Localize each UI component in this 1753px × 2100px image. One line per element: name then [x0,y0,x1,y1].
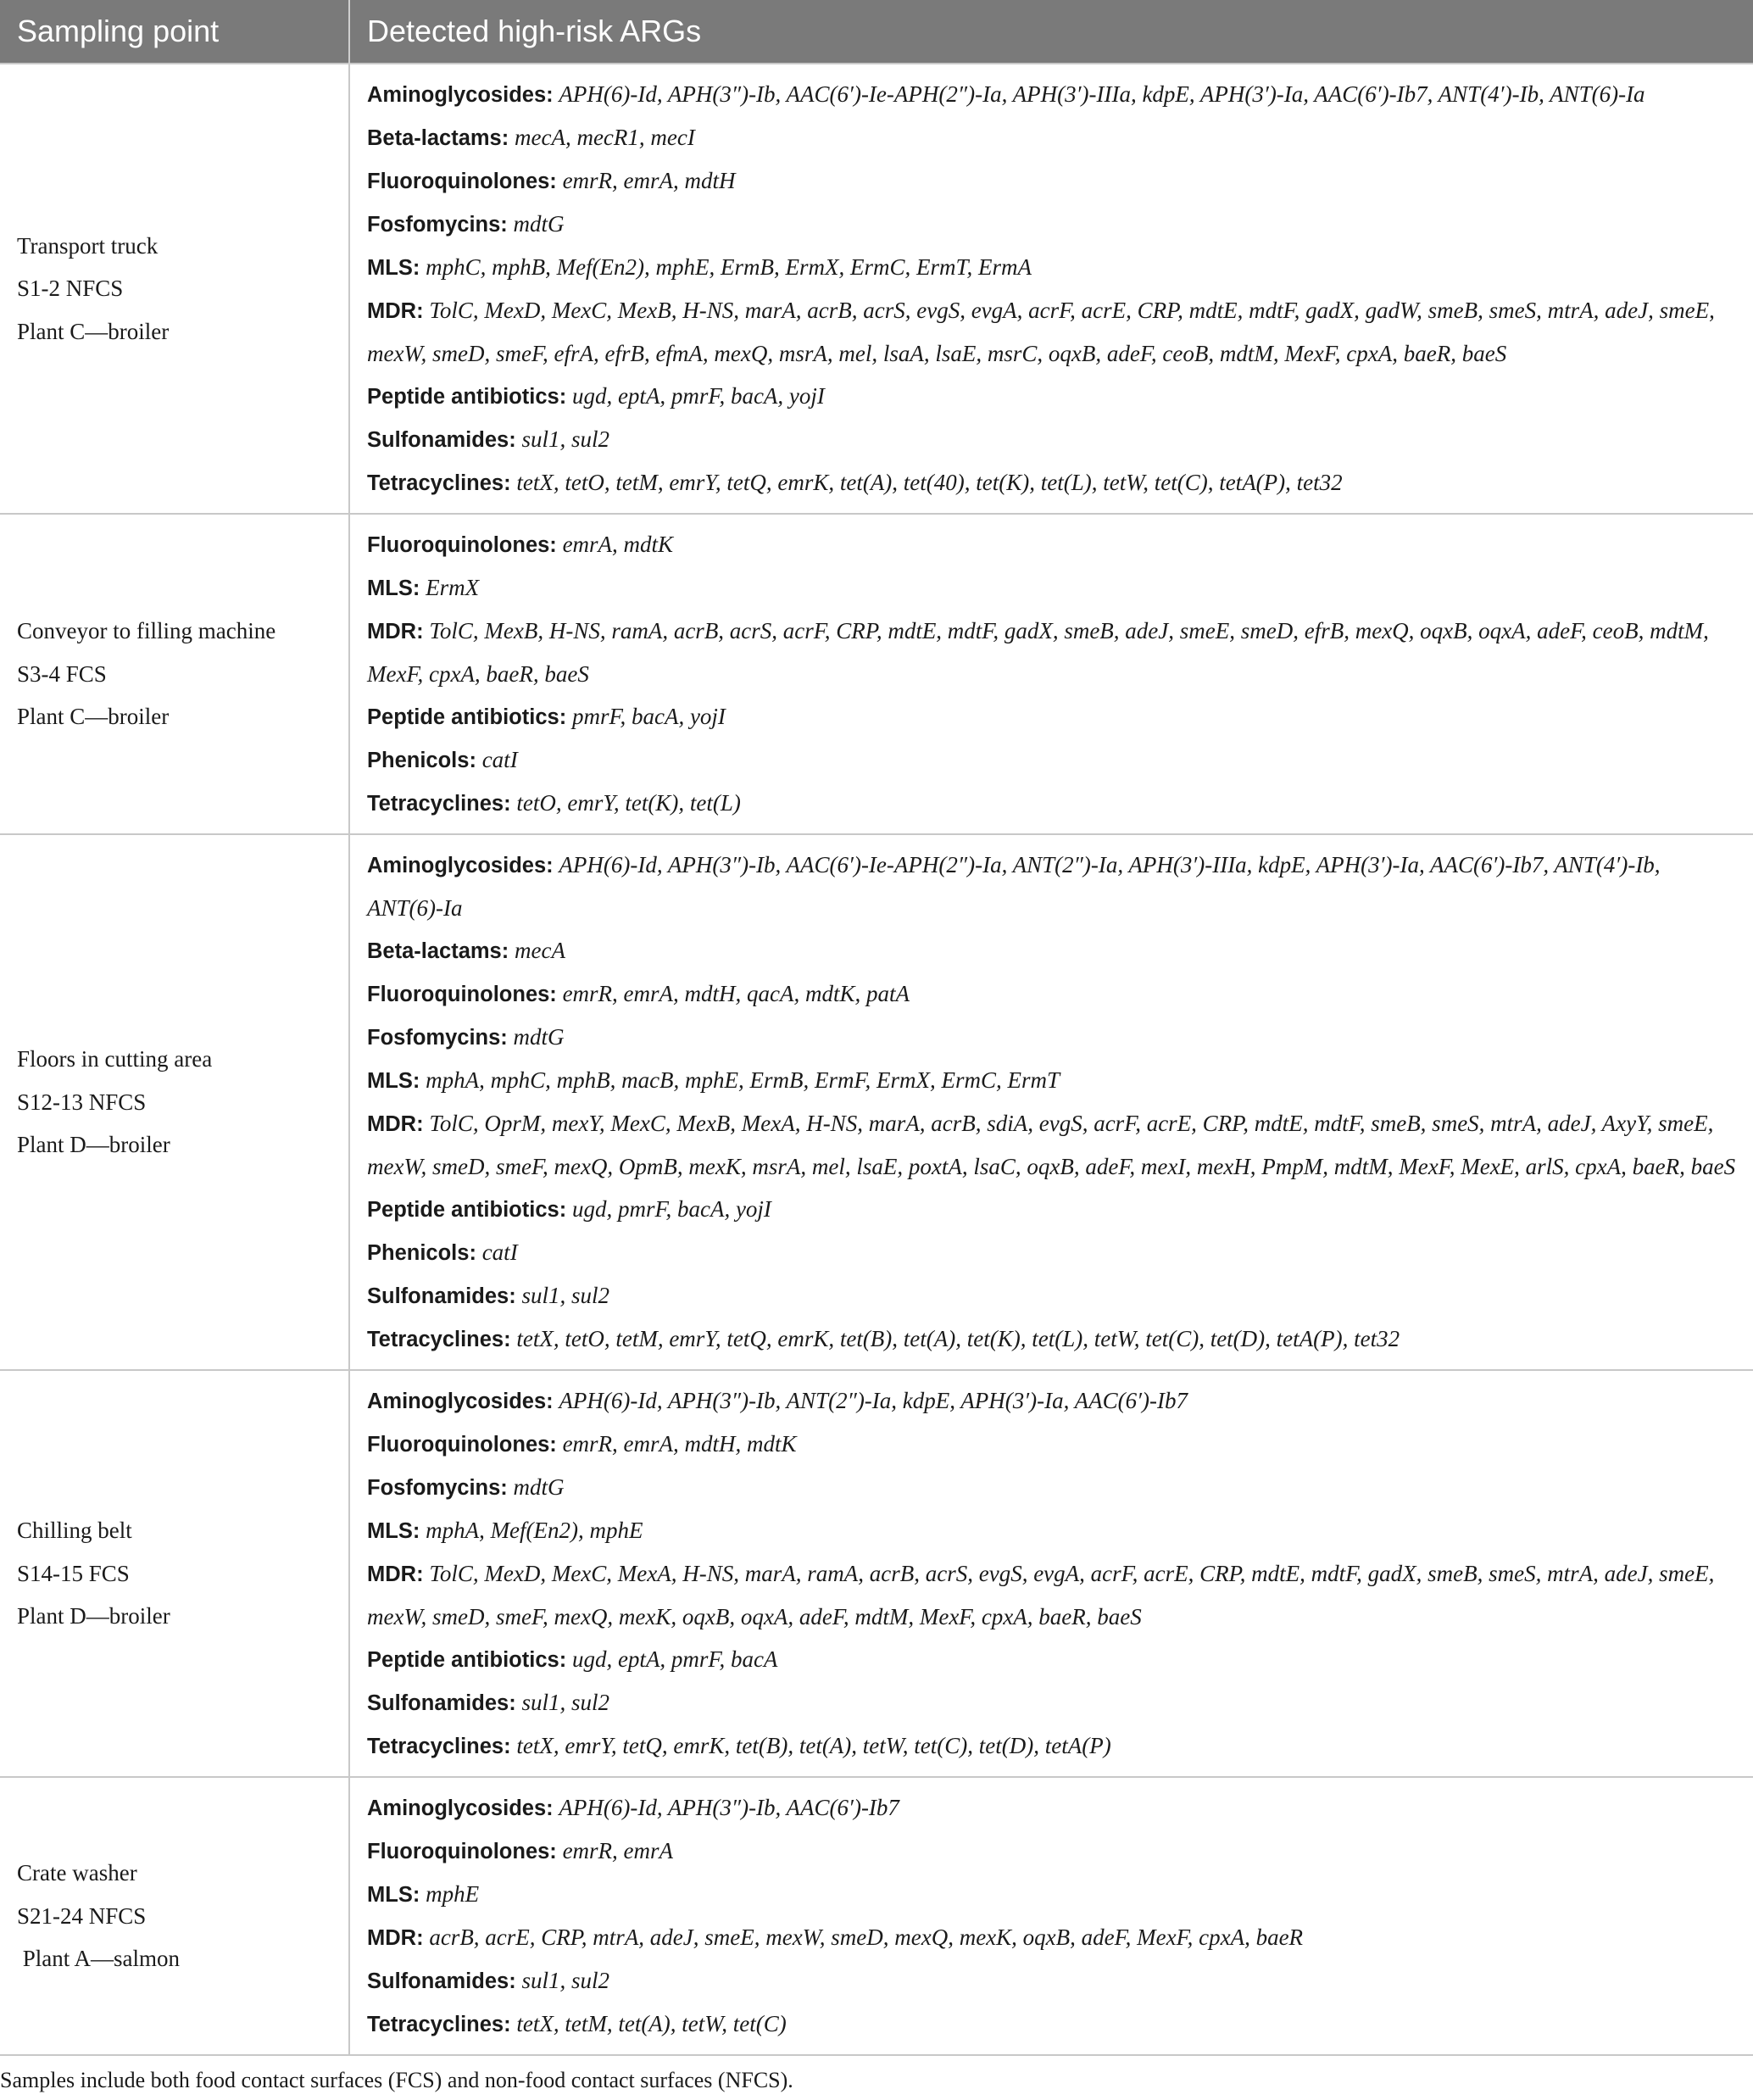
arg-category-line [367,782,1739,825]
arg-category-name: MLS: [367,1519,420,1543]
arg-category-line [367,695,1739,738]
arg-category-name: Beta-lactams: [367,126,509,150]
arg-category-name: Fluoroquinolones: [367,983,557,1006]
arg-category-name: Sulfonamides: [367,1284,516,1308]
arg-gene-list: mphA, Mef(En2), mphE [426,1518,643,1543]
arg-category-line [367,418,1739,461]
arg-category-name: Phenicols: [367,1241,476,1265]
sampling-point-cell [0,834,349,1370]
arg-category-name: Aminoglycosides: [367,83,554,107]
table-row [0,1777,1753,2055]
sampling-point-line: Plant D—broiler [17,1603,170,1629]
arg-category-line [367,1786,1739,1830]
arg-category-line [367,159,1739,203]
arg-gene-list: emrR, emrA [562,1838,674,1863]
arg-category-line [367,73,1739,116]
arg-category-line [367,461,1739,504]
sampling-point-line: Plant A—salmon [17,1946,181,1972]
table-row [0,1370,1753,1777]
table-row [0,834,1753,1370]
sampling-point-line: Transport truck [17,232,159,259]
arg-gene-list: TolC, MexD, MexC, MexB, H-NS, marA, acrB, acrS, evgS, evgA, acrF, acrE, CRP, mdtE, mdtF, gadX, gadW, smeB, smeS, mtrA, adeJ, smeE, mexW, smeD, smeF, efrA, efrB, efmA, mexQ, msrA, mel, lsaA, lsaE, msrC, oqxB, adeF, ceoB, mdtM, MexF, cpxA, baeR, baeS [367,298,1715,366]
arg-category-line [367,1681,1739,1724]
arg-category-name: Fluoroquinolones: [367,1840,557,1863]
sampling-point-line: S21-24 NFCS [17,1902,147,1929]
arg-category-line [367,844,1739,929]
arg-gene-list: sul1, sul2 [521,426,609,452]
arg-category-line [367,375,1739,418]
arg-gene-list: TolC, OprM, mexY, MexC, MexB, MexA, H-NS, marA, acrB, sdiA, evgS, acrF, acrE, CRP, mdtE, mdtF, smeB, smeS, mtrA, adeJ, AxyY, smeE, mexW, smeD, smeF, mexQ, OpmB, mexK, msrA, mel, lsaE, poxtA, lsaC, oqxB, adeF, mexI, mexH, PmpM, mdtM, MexF, MexE, arlS, cpxA, baeR, baeS [367,1111,1736,1179]
arg-category-line [367,1231,1739,1274]
arg-category-name: MDR: [367,1112,424,1136]
arg-category-name: Peptide antibiotics: [367,1648,567,1672]
arg-gene-list: sul1, sul2 [521,1690,609,1715]
arg-category-name: Sulfonamides: [367,1969,516,1993]
arg-category-name: Fluoroquinolones: [367,533,557,557]
header-detected-args: Detected high-risk ARGs [349,0,1753,64]
arg-category-line [367,1379,1739,1423]
arg-gene-list: mphA, mphC, mphB, macB, mphE, ErmB, ErmF, ErmX, ErmC, ErmT [426,1067,1060,1093]
arg-category-name: MDR: [367,620,424,643]
arg-gene-list: sul1, sul2 [521,1968,609,1993]
arg-category-name: Peptide antibiotics: [367,1198,567,1222]
arg-category-line [367,1016,1739,1059]
arg-category-line [367,523,1739,566]
arg-gene-list: acrB, acrE, CRP, mtrA, adeJ, smeE, mexW, smeD, mexQ, mexK, oqxB, adeF, MexF, cpxA, baeR [429,1925,1304,1950]
sampling-point-cell [0,1777,349,2055]
detected-args-cell [349,64,1753,514]
sampling-point-line: Crate washer [17,1860,137,1886]
sampling-point-line: S3-4 FCS [17,660,107,687]
arg-category-line [367,1724,1739,1768]
arg-category-line [367,972,1739,1016]
sampling-point-line: Plant D—broiler [17,1132,170,1158]
arg-gene-list: ErmX [426,575,480,600]
arg-gene-list: tetX, emrY, tetQ, emrK, tet(B), tet(A), tetW, tet(C), tet(D), tetA(P) [516,1733,1111,1758]
arg-gene-list: catI [481,1239,518,1265]
arg-category-line [367,610,1739,695]
arg-gene-list: mdtG [513,1474,565,1500]
arg-category-line [367,2003,1739,2046]
arg-gene-list: mecA [514,938,565,963]
arg-category-name: Tetracyclines: [367,471,511,495]
arg-gene-list: emrR, emrA, mdtH [562,168,736,193]
sampling-point-line: Plant C—broiler [17,704,170,730]
arg-gene-list: catI [481,747,518,772]
arg-category-line [367,738,1739,782]
sampling-point-line: Chilling belt [17,1518,132,1544]
arg-gene-list: sul1, sul2 [521,1283,609,1308]
table-header-row [0,0,1753,64]
arg-gene-list: tetX, tetM, tet(A), tetW, tet(C) [516,2011,787,2036]
arg-category-line [367,246,1739,289]
arg-gene-list: pmrF, bacA, yojI [571,704,726,729]
arg-category-name: Fluoroquinolones: [367,170,557,193]
arg-category-line [367,566,1739,610]
arg-gene-list: APH(6)-Id, APH(3″)-Ib, AAC(6′)-Ie-APH(2″)-Ia, APH(3′)-IIIa, kdpE, APH(3′)-Ia, AAC(6′)-Ib7, ANT(4′)-Ib, ANT(6)-Ia [559,81,1645,107]
table-row [0,514,1753,834]
arg-category-name: MLS: [367,1883,420,1907]
sampling-point-line: S12-13 NFCS [17,1089,147,1115]
table-footnote: Samples include both food contact surfaces (FCS) and non-food contact surfaces (NFCS). [0,2068,793,2092]
arg-gene-list: ugd, eptA, pmrF, bacA [571,1646,778,1672]
arg-category-name: MLS: [367,256,420,280]
sampling-point-line: Floors in cutting area [17,1046,213,1072]
arg-gene-list: mdtG [513,211,565,237]
arg-gene-list: ugd, pmrF, bacA, yojI [571,1196,771,1222]
table-row [0,64,1753,514]
arg-category-name: Peptide antibiotics: [367,385,567,409]
arg-category-name: Fluoroquinolones: [367,1433,557,1457]
detected-args-cell [349,1777,1753,2055]
arg-gene-list: APH(6)-Id, APH(3″)-Ib, ANT(2″)-Ia, kdpE, APH(3′)-Ia, AAC(6′)-Ib7 [559,1388,1188,1413]
sampling-point-line: Plant C—broiler [17,318,170,344]
arg-category-name: MDR: [367,1926,424,1950]
arg-category-line [367,1830,1739,1873]
arg-category-line [367,1873,1739,1916]
arg-gene-list: mdtG [513,1024,565,1050]
arg-category-name: MDR: [367,1562,424,1586]
sampling-point-cell [0,64,349,514]
arg-category-line [367,1959,1739,2003]
arg-category-line [367,116,1739,159]
arg-gene-list: emrA, mdtK [562,532,674,557]
arg-category-line [367,1916,1739,1959]
arg-gene-list: emrR, emrA, mdtH, qacA, mdtK, patA [562,981,910,1006]
sampling-point-cell [0,1370,349,1777]
arg-gene-list: APH(6)-Id, APH(3″)-Ib, AAC(6′)-Ie-APH(2″)-Ia, ANT(2″)-Ia, APH(3′)-IIIa, kdpE, APH(3′)-Ia, AAC(6′)-Ib7, ANT(4′)-Ib, ANT(6)-Ia [367,852,1661,921]
detected-args-cell [349,1370,1753,1777]
arg-category-name: Fosfomycins: [367,1476,508,1500]
detected-args-cell [349,514,1753,834]
arg-gene-list: mphE [426,1881,480,1907]
arg-category-name: Peptide antibiotics: [367,705,567,729]
arg-gene-list: tetX, tetO, tetM, emrY, tetQ, emrK, tet(B), tet(A), tet(K), tet(L), tetW, tet(C), tet(D), tetA(P), tet32 [516,1326,1400,1351]
arg-category-name: Phenicols: [367,749,476,772]
arg-category-line [367,1059,1739,1102]
sampling-point-line: S1-2 NFCS [17,276,124,302]
arg-category-line [367,289,1739,375]
arg-category-name: MDR: [367,299,424,323]
arg-gene-list: tetO, emrY, tet(K), tet(L) [516,790,741,816]
sampling-point-line: S14-15 FCS [17,1560,130,1586]
arg-category-name: Tetracyclines: [367,1735,511,1758]
arg-category-name: Aminoglycosides: [367,1390,554,1413]
arg-category-line [367,1552,1739,1638]
arg-category-line [367,929,1739,972]
arg-category-name: Beta-lactams: [367,939,509,963]
arg-category-name: Tetracyclines: [367,1328,511,1351]
arg-category-name: Sulfonamides: [367,428,516,452]
arg-category-name: Fosfomycins: [367,213,508,237]
arg-category-line [367,1317,1739,1361]
arg-category-name: Aminoglycosides: [367,854,554,877]
sampling-point-cell [0,514,349,834]
detected-args-cell [349,834,1753,1370]
arg-gene-list: TolC, MexB, H-NS, ramA, acrB, acrS, acrF, CRP, mdtE, mdtF, gadX, smeB, adeJ, smeE, smeD, efrB, mexQ, oqxB, oqxA, adeF, ceoB, mdtM, MexF, cpxA, baeR, baeS [367,618,1709,687]
arg-category-name: Tetracyclines: [367,2013,511,2036]
arg-category-name: Sulfonamides: [367,1691,516,1715]
arg-category-line [367,1102,1739,1188]
arg-category-line [367,1423,1739,1466]
arg-gene-list: TolC, MexD, MexC, MexA, H-NS, marA, ramA, acrB, acrS, evgS, evgA, acrF, acrE, CRP, mdtE, mdtF, gadX, smeB, smeS, mtrA, adeJ, smeE, mexW, smeD, smeF, mexQ, mexK, oqxB, oqxA, adeF, mdtM, MexF, cpxA, baeR, baeS [367,1561,1715,1629]
sampling-point-line: Conveyor to filling machine [17,618,276,644]
arg-gene-list: emrR, emrA, mdtH, mdtK [562,1431,797,1457]
header-sampling-point: Sampling point [0,0,349,64]
arg-category-line [367,1638,1739,1681]
arg-category-name: Aminoglycosides: [367,1796,554,1820]
arg-category-line [367,1188,1739,1231]
arg-category-line [367,203,1739,246]
arg-gene-list: mecA, mecR1, mecI [514,125,695,150]
arg-category-name: MLS: [367,577,420,600]
arg-gene-list: tetX, tetO, tetM, emrY, tetQ, emrK, tet(A), tet(40), tet(K), tet(L), tetW, tet(C), tetA(P), tet32 [516,470,1343,495]
arg-gene-list: mphC, mphB, Mef(En2), mphE, ErmB, ErmX, ErmC, ErmT, ErmA [426,254,1032,280]
arg-category-name: MLS: [367,1069,420,1093]
arg-category-line [367,1274,1739,1317]
arg-category-line [367,1466,1739,1509]
arg-category-name: Fosfomycins: [367,1026,508,1050]
arg-gene-list: ugd, eptA, pmrF, bacA, yojI [571,383,825,409]
arg-gene-list: APH(6)-Id, APH(3″)-Ib, AAC(6′)-Ib7 [559,1795,899,1820]
table-body [0,64,1753,2055]
arg-category-name: Tetracyclines: [367,792,511,816]
arg-category-line [367,1509,1739,1552]
